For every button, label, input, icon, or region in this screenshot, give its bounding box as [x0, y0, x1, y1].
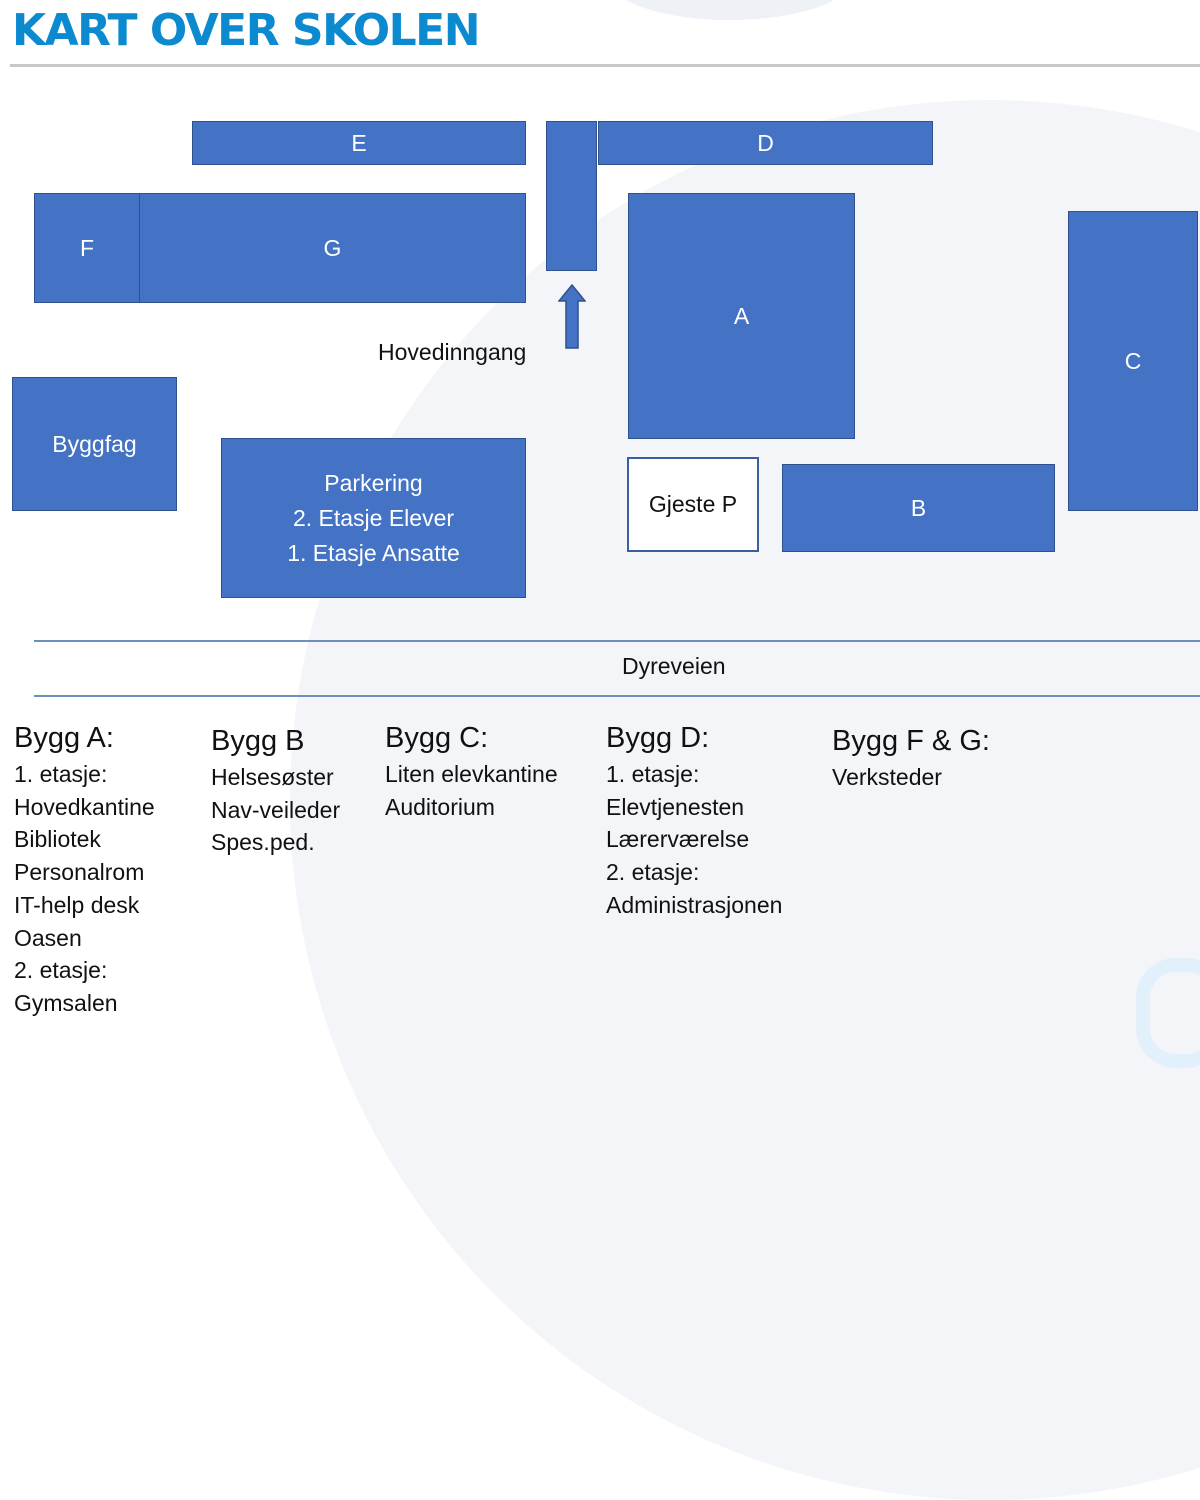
legend-heading: Bygg A: — [14, 722, 114, 754]
building-b[interactable]: B — [782, 464, 1055, 552]
legend-building-a — [14, 718, 155, 1020]
legend-item: Oasen — [14, 924, 82, 951]
legend-item: Administrasjonen — [606, 891, 783, 918]
guest-parking[interactable]: Gjeste P — [627, 457, 759, 552]
building-e[interactable]: E — [192, 121, 526, 165]
parking-floor-1-label: 1. Etasje Ansatte — [287, 539, 460, 566]
decorative-logo-fragment — [1136, 958, 1200, 1068]
road-edge-top — [34, 640, 1200, 642]
legend-item: Bibliotek — [14, 826, 101, 853]
legend-item: 1. etasje: — [14, 761, 108, 787]
legend-building-d — [606, 718, 782, 922]
road-name: Dyreveien — [622, 653, 726, 679]
legend-heading: Bygg B — [211, 725, 305, 757]
page-title: KART OVER SKOLEN — [12, 5, 480, 56]
legend-item: Nav-veileder — [211, 796, 341, 823]
building-f[interactable]: F — [34, 193, 140, 303]
building-g[interactable]: G — [139, 193, 526, 303]
parking-label: Parkering — [324, 469, 423, 496]
legend-item: Lærerværelse — [606, 826, 750, 853]
legend-item: IT-help desk — [14, 891, 140, 918]
legend-item: Auditorium — [385, 793, 495, 820]
legend-item: 2. etasje: — [606, 859, 700, 886]
legend-item: Gymsalen — [14, 989, 118, 1016]
legend-heading: Bygg D: — [606, 722, 710, 754]
legend-item: Elevtjenesten — [606, 793, 745, 820]
legend-heading: Bygg F & G: — [832, 725, 990, 757]
parking-garage[interactable] — [221, 438, 526, 598]
legend-item: 1. etasje: — [606, 761, 700, 787]
legend-item: Helsesøster — [211, 764, 334, 790]
legend-heading: Bygg C: — [385, 722, 489, 754]
legend-building-f-g — [832, 721, 990, 794]
legend-item: 2. etasje: — [14, 957, 108, 984]
building-c[interactable]: C — [1068, 211, 1198, 511]
legend-item: Hovedkantine — [14, 793, 155, 820]
main-entrance-label: Hovedinngang — [378, 339, 527, 365]
arrow-up-icon — [558, 284, 586, 350]
legend-item: Verksteder — [832, 764, 942, 790]
title-divider — [10, 64, 1200, 67]
legend-building-c — [385, 718, 558, 823]
building-a[interactable]: A — [628, 193, 855, 439]
legend-building-b — [211, 721, 340, 859]
legend-item: Personalrom — [14, 859, 145, 886]
legend-item: Spes.ped. — [211, 829, 315, 856]
road-edge-bottom — [34, 695, 1200, 697]
building-d[interactable]: D — [598, 121, 933, 165]
background-arc-top — [610, 0, 850, 20]
entrance-hall[interactable] — [546, 121, 597, 271]
building-byggfag[interactable]: Byggfag — [12, 377, 177, 511]
legend-item: Liten elevkantine — [385, 761, 558, 787]
parking-floor-2-label: 2. Etasje Elever — [292, 504, 455, 531]
